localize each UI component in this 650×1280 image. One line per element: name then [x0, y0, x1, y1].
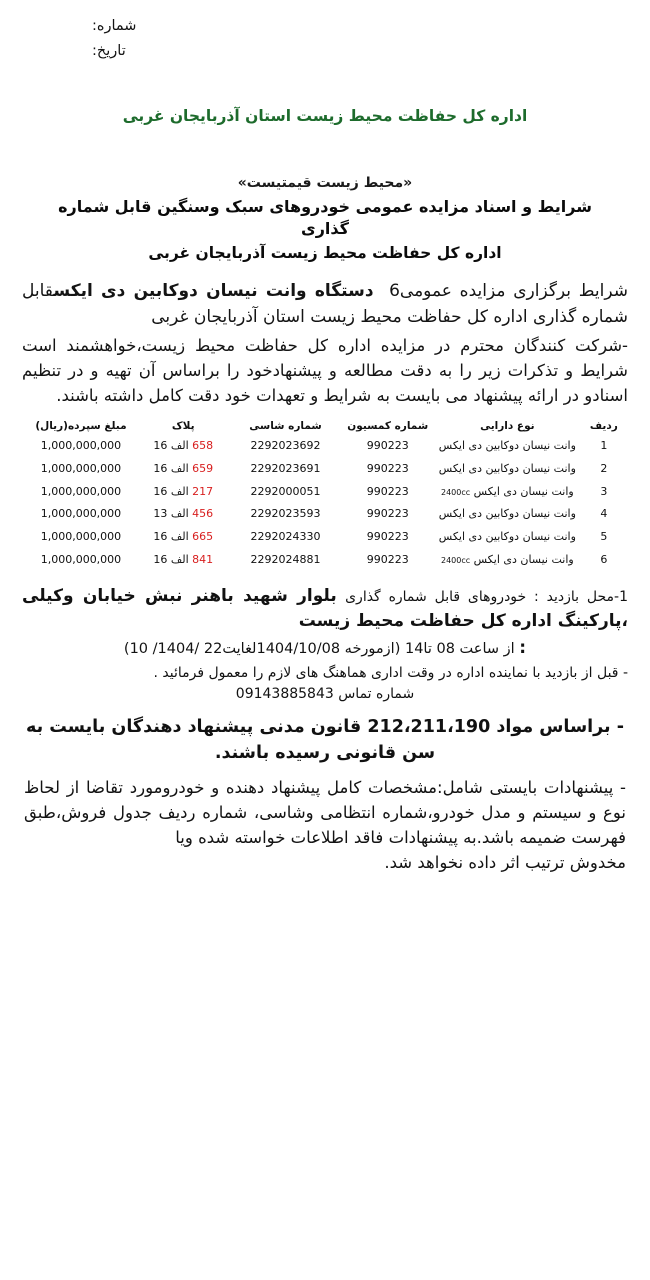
table-row	[24, 549, 626, 572]
cell-commission: 990223	[366, 438, 409, 452]
visit-address: بلوار شهید باهنر نبش خیابان وکیلی ،پارکینگ اداره کل حفاظت محیط زیست	[22, 585, 628, 632]
intro-text-a: شرایط برگزاری مزایده عمومی	[399, 280, 628, 301]
table-row	[24, 435, 626, 458]
letterhead-number-label: شماره:	[92, 18, 137, 34]
letterhead-date-label: تاریخ:	[92, 42, 126, 59]
cell-type-displacement: 2400cc	[441, 487, 471, 497]
cell-radif: 4	[600, 507, 608, 521]
cell-commission: 990223	[366, 553, 409, 567]
cell-plate-letter: الف 16	[153, 461, 193, 475]
cell-plate-letter: الف 16	[153, 484, 193, 498]
table-header-row	[24, 419, 626, 435]
contact-phone-number: 09143885843	[235, 686, 334, 703]
cell-plate-number: 217	[192, 484, 214, 498]
document-heading	[18, 174, 632, 264]
cell-plate-letter: الف 16	[153, 553, 193, 567]
cell-deposit: 1,000,000,000	[40, 438, 122, 452]
cell-plate-letter: الف 13	[153, 507, 193, 521]
letterhead	[18, 0, 632, 64]
cell-type: وانت نیسان دوکابین دی ایکس	[438, 438, 576, 452]
proposal-requirements-section	[18, 775, 632, 875]
proposal-requirements-text: - پیشنهادات بایستی شامل:مشخصات کامل پیشنهاد دهنده و خودرومورد تقاضا از لحاظ نوع و سیستم و مدل خودرو،شماره انتظامی وشاسی، شماره ردیف جدول فروش،طبق فهرست ضمیمه باشد.به پیشنهادات فاقد اطلاعات خواسته شده ویا	[24, 778, 626, 848]
cell-radif: 5	[600, 530, 608, 544]
cell-radif: 2	[600, 461, 608, 475]
table-row	[24, 458, 626, 481]
organization-title: اداره کل حفاظت محیط زیست استان آذربایجان غربی	[122, 106, 528, 125]
proposal-requirements-last-line: مخدوش ترتیب اثر داده نخواهد شد.	[384, 853, 626, 873]
table-header-type: نوع دارایی	[480, 419, 535, 432]
cell-chassis: 2292000051	[250, 484, 321, 498]
heading-subtitle: اداره کل حفاظت محیط زیست آذربایجان غربی	[148, 243, 502, 262]
intro-text-c: قابل شماره گذاری اداره کل حفاظت محیط زیست استان آذربایجان غربی	[22, 280, 628, 328]
cell-commission: 990223	[366, 484, 409, 498]
auction-table	[24, 419, 626, 572]
visit-time-colon: :	[519, 637, 527, 658]
visit-section	[18, 584, 632, 635]
table-row	[24, 503, 626, 526]
cell-radif: 3	[600, 484, 608, 498]
cell-commission: 990223	[366, 461, 409, 475]
visit-prefix: 1-محل بازدید : خودروهای قابل شماره گذاری	[345, 588, 628, 605]
visit-time-line	[18, 636, 632, 662]
table-header-radif: ردیف	[589, 419, 618, 432]
cell-deposit: 1,000,000,000	[40, 553, 122, 567]
auction-table-body	[24, 435, 626, 572]
intro-paragraph-2: -شرکت کنندگان محترم در مزایده اداره کل حفاظت محیط زیست،خواهشمند است شرایط و تذکرات زیر را به دقت مطالعه و پیشنهادخود را براساس آن تهیه و در تنظیم اسنادو در ارائه پیشنهاد می بایست به شرایط و تعهدات خود دقت کامل داشته باشند.	[22, 335, 628, 406]
intro-paragraph-1	[18, 278, 632, 331]
cell-type: وانت نیسان دی ایکس 2400cc	[441, 553, 574, 567]
cell-commission: 990223	[366, 530, 409, 544]
contact-label: شماره تماس	[338, 686, 415, 703]
heading-slogan: «محیط زیست قیمتیست»	[237, 174, 413, 191]
table-header-plate: پلاک	[171, 419, 195, 432]
cell-chassis: 2292023593	[250, 507, 321, 521]
cell-plate	[138, 435, 229, 458]
visit-note	[18, 663, 632, 684]
cell-plate-letter: الف 16	[153, 530, 193, 544]
cell-chassis: 2292024330	[250, 530, 321, 544]
cell-deposit: 1,000,000,000	[40, 484, 122, 498]
cell-type: وانت نیسان دوکابین دی ایکس	[438, 507, 576, 521]
cell-deposit: 1,000,000,000	[40, 461, 122, 475]
cell-commission: 990223	[366, 507, 409, 521]
cell-chassis: 2292023692	[250, 438, 321, 452]
cell-plate-number: 456	[192, 507, 214, 521]
cell-type: وانت نیسان دوکابین دی ایکس	[438, 461, 576, 475]
cell-radif: 1	[600, 438, 608, 452]
cell-radif: 6	[600, 553, 608, 567]
law-requirement-section: - براساس مواد 212،211،190 قانون مدنی پیشنهاد دهندگان بایست به سن قانونی رسیده باشند.	[26, 717, 624, 764]
heading-main-title: شرایط و اسناد مزایده عمومی خودروهای سبک وسنگین قابل شماره گذاری	[58, 197, 592, 239]
table-header-chassis: شماره شاسی	[249, 419, 322, 432]
cell-plate-number: 659	[192, 461, 214, 475]
auction-table-wrapper	[18, 419, 632, 572]
cell-plate	[138, 503, 229, 526]
cell-plate-letter: الف 16	[153, 438, 193, 452]
intro-vehicle-name: دستگاه وانت نیسان دوکابین دی ایکس	[53, 280, 374, 301]
contact-line	[18, 684, 632, 705]
cell-plate	[138, 481, 229, 504]
table-row	[24, 526, 626, 549]
cell-plate	[138, 458, 229, 481]
cell-plate-number: 665	[192, 530, 214, 544]
cell-type: وانت نیسان دوکابین دی ایکس	[438, 530, 576, 544]
visit-note-text: - قبل از بازدید با نماینده اداره در وقت اداری هماهنگ های لازم را معمول فرمائید .	[153, 665, 628, 682]
cell-chassis: 2292023691	[250, 461, 321, 475]
cell-plate-number: 841	[192, 553, 214, 567]
cell-deposit: 1,000,000,000	[40, 507, 122, 521]
cell-chassis: 2292024881	[250, 553, 321, 567]
cell-plate	[138, 526, 229, 549]
cell-type: وانت نیسان دی ایکس 2400cc	[441, 484, 574, 498]
visit-time-text: از ساعت 08 تا14 (ازمورخه 1404/10/08لغایت22 /1404/ 10)	[123, 640, 515, 657]
table-header-commission: شماره کمسیون	[347, 419, 429, 432]
cell-deposit: 1,000,000,000	[40, 530, 122, 544]
table-header-deposit: مبلغ سپرده(ریال)	[35, 419, 127, 432]
table-row	[24, 481, 626, 504]
intro-vehicle-count: 6	[389, 280, 400, 301]
cell-type-displacement: 2400cc	[441, 556, 471, 566]
cell-plate-number: 658	[192, 438, 214, 452]
cell-plate	[138, 549, 229, 572]
